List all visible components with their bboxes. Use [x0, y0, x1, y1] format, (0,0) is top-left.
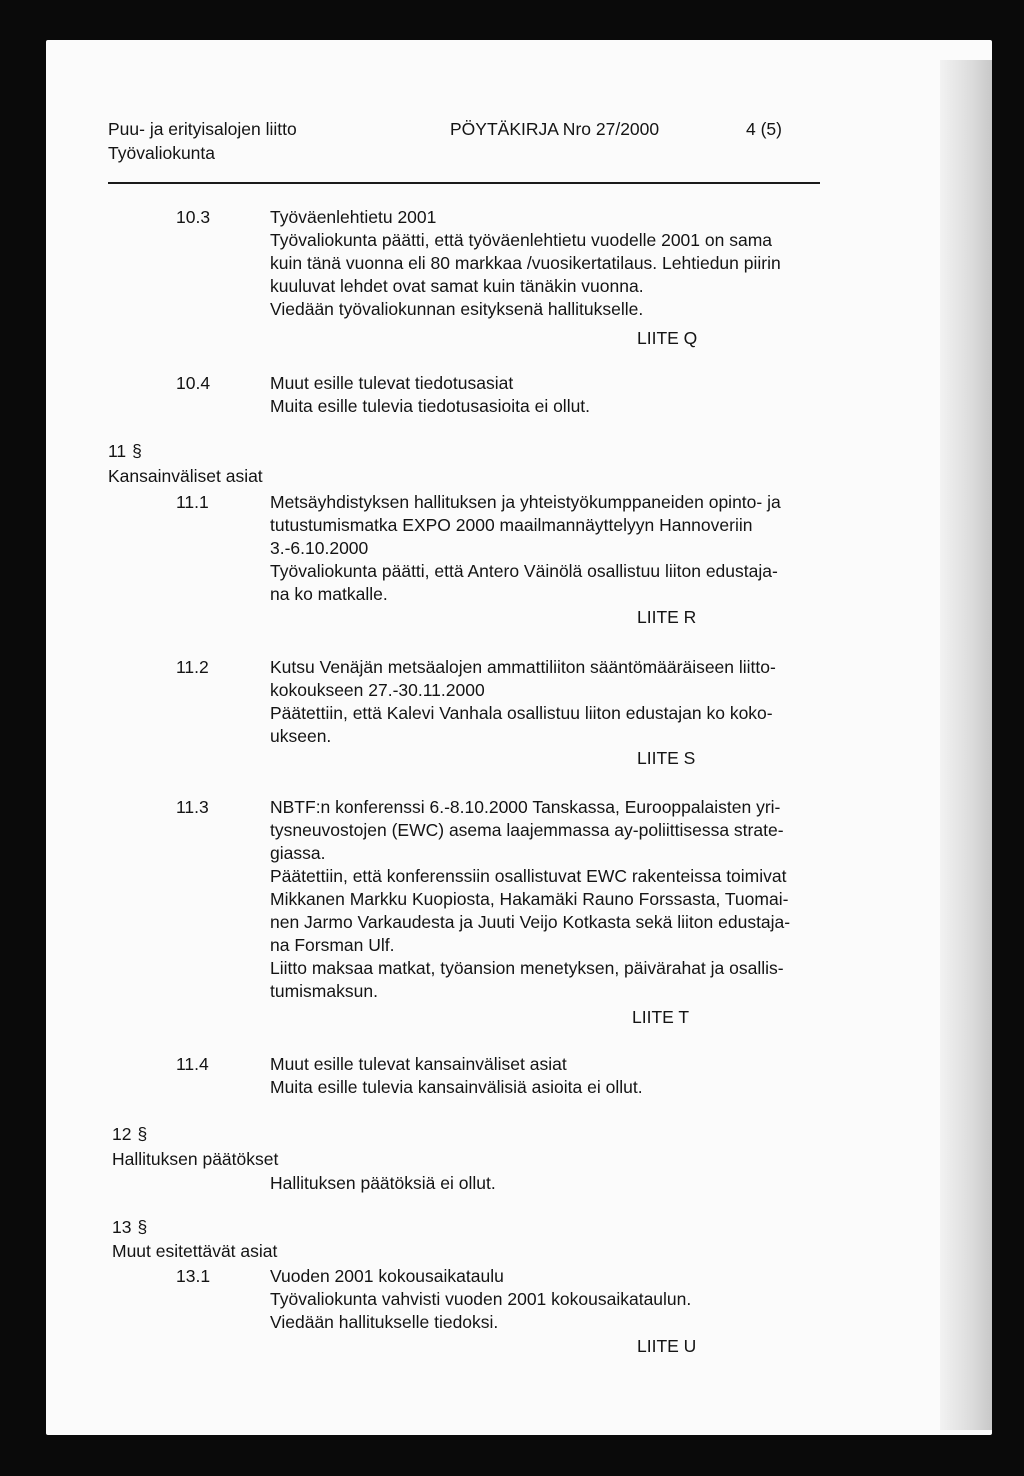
text-line: Kutsu Venäjän metsäalojen ammattiliiton sääntömääräiseen liitto-	[270, 657, 776, 677]
annex-label-q: LIITE Q	[637, 328, 698, 348]
item-11-4-body	[270, 1053, 643, 1099]
section-heading-12	[112, 1123, 147, 1146]
text-line: Työvaliokunta vahvisti vuoden 2001 kokousaikataulun.	[270, 1289, 692, 1309]
header-page-number: 4 (5)	[746, 119, 782, 139]
section-title-11: Kansainväliset asiat	[108, 466, 263, 486]
text-line: Työvaliokunta päätti, että työväenlehtietu vuodelle 2001 on sama	[270, 230, 773, 250]
text-line: giassa.	[270, 843, 326, 863]
annex-label-r: LIITE R	[637, 607, 697, 627]
annex-label-t: LIITE T	[632, 1007, 690, 1027]
text-line: 3.-6.10.2000	[270, 538, 369, 558]
item-13-1-body	[270, 1265, 691, 1334]
section-sign: §	[137, 1124, 148, 1144]
section-number: 12	[112, 1124, 132, 1144]
text-line: Viedään työvaliokunnan esityksenä hallitukselle.	[270, 299, 644, 319]
item-11-1-body	[270, 491, 781, 606]
text-line: tysneuvostojen (EWC) asema laajemmassa ay-poliittisessa strate-	[270, 820, 784, 840]
item-number-10-3: 10.3	[176, 207, 211, 227]
text-line: Liitto maksaa matkat, työansion menetyksen, päivärahat ja osallis-	[270, 958, 784, 978]
section-sign: §	[137, 1217, 148, 1237]
text-line: Työväenlehtietu 2001	[270, 207, 437, 227]
text-line: Muita esille tulevia tiedotusasioita ei ollut.	[270, 396, 591, 416]
header-organization: Puu- ja erityisalojen liitto	[108, 119, 297, 139]
text-line: Vuoden 2001 kokousaikataulu	[270, 1266, 504, 1286]
text-line: na ko matkalle.	[270, 584, 388, 604]
item-10-3-body	[270, 206, 781, 321]
text-line: na Forsman Ulf.	[270, 935, 395, 955]
section-title-13: Muut esitettävät asiat	[112, 1241, 278, 1261]
item-number-10-4: 10.4	[176, 373, 211, 393]
annex-label-u: LIITE U	[637, 1336, 697, 1356]
text-line: NBTF:n konferenssi 6.-8.10.2000 Tanskassa, Eurooppalaisten yri-	[270, 797, 781, 817]
section-number: 11	[108, 441, 127, 461]
item-number-11-3: 11.3	[176, 797, 209, 817]
text-line: kuin tänä vuonna eli 80 markkaa /vuosikertatilaus. Lehtiedun piirin	[270, 253, 781, 273]
text-line: Muut esille tulevat tiedotusasiat	[270, 373, 514, 393]
text-line: tutustumismatka EXPO 2000 maailmannäyttelyyn Hannoveriin	[270, 515, 753, 535]
section-heading-13	[112, 1216, 147, 1239]
section-12-text: Hallituksen päätöksiä ei ollut.	[270, 1173, 496, 1193]
text-line: Työvaliokunta päätti, että Antero Väinölä osallistuu liiton edustaja-	[270, 561, 778, 581]
header-divider	[108, 182, 820, 184]
item-10-4-body	[270, 372, 590, 418]
section-heading-11	[108, 440, 142, 463]
text-line: Päätettiin, että Kalevi Vanhala osallistuu liiton edustajan ko koko-	[270, 703, 773, 723]
section-title-12: Hallituksen päätökset	[112, 1149, 279, 1169]
text-line: Muut esille tulevat kansainväliset asiat	[270, 1054, 567, 1074]
header-document-number: PÖYTÄKIRJA Nro 27/2000	[450, 119, 660, 139]
section-number: 13	[112, 1217, 132, 1237]
text-line: ukseen.	[270, 726, 332, 746]
item-number-11-1: 11.1	[176, 492, 209, 512]
item-11-3-body	[270, 796, 790, 1003]
text-line: Päätettiin, että konferenssiin osallistuvat EWC rakenteissa toimivat	[270, 866, 787, 886]
page-edge-shadow	[940, 60, 992, 1430]
item-number-11-4: 11.4	[176, 1054, 209, 1074]
text-line: nen Jarmo Varkaudesta ja Juuti Veijo Kotkasta sekä liiton edustaja-	[270, 912, 791, 932]
text-line: Mikkanen Markku Kuopiosta, Hakamäki Rauno Forssasta, Tuomai-	[270, 889, 789, 909]
text-line: tumismaksun.	[270, 981, 378, 1001]
text-line: Viedään hallitukselle tiedoksi.	[270, 1312, 499, 1332]
item-number-11-2: 11.2	[176, 657, 209, 677]
header-committee: Työvaliokunta	[108, 143, 216, 163]
item-11-2-body	[270, 656, 776, 748]
text-line: kokoukseen 27.-30.11.2000	[270, 680, 485, 700]
item-number-13-1: 13.1	[176, 1266, 211, 1286]
text-line: Metsäyhdistyksen hallituksen ja yhteistyökumppaneiden opinto- ja	[270, 492, 781, 512]
text-line: kuuluvat lehdet ovat samat kuin tänäkin vuonna.	[270, 276, 644, 296]
text-line: Muita esille tulevia kansainvälisiä asioita ei ollut.	[270, 1077, 643, 1097]
annex-label-s: LIITE S	[637, 748, 696, 768]
section-sign: §	[132, 441, 142, 461]
